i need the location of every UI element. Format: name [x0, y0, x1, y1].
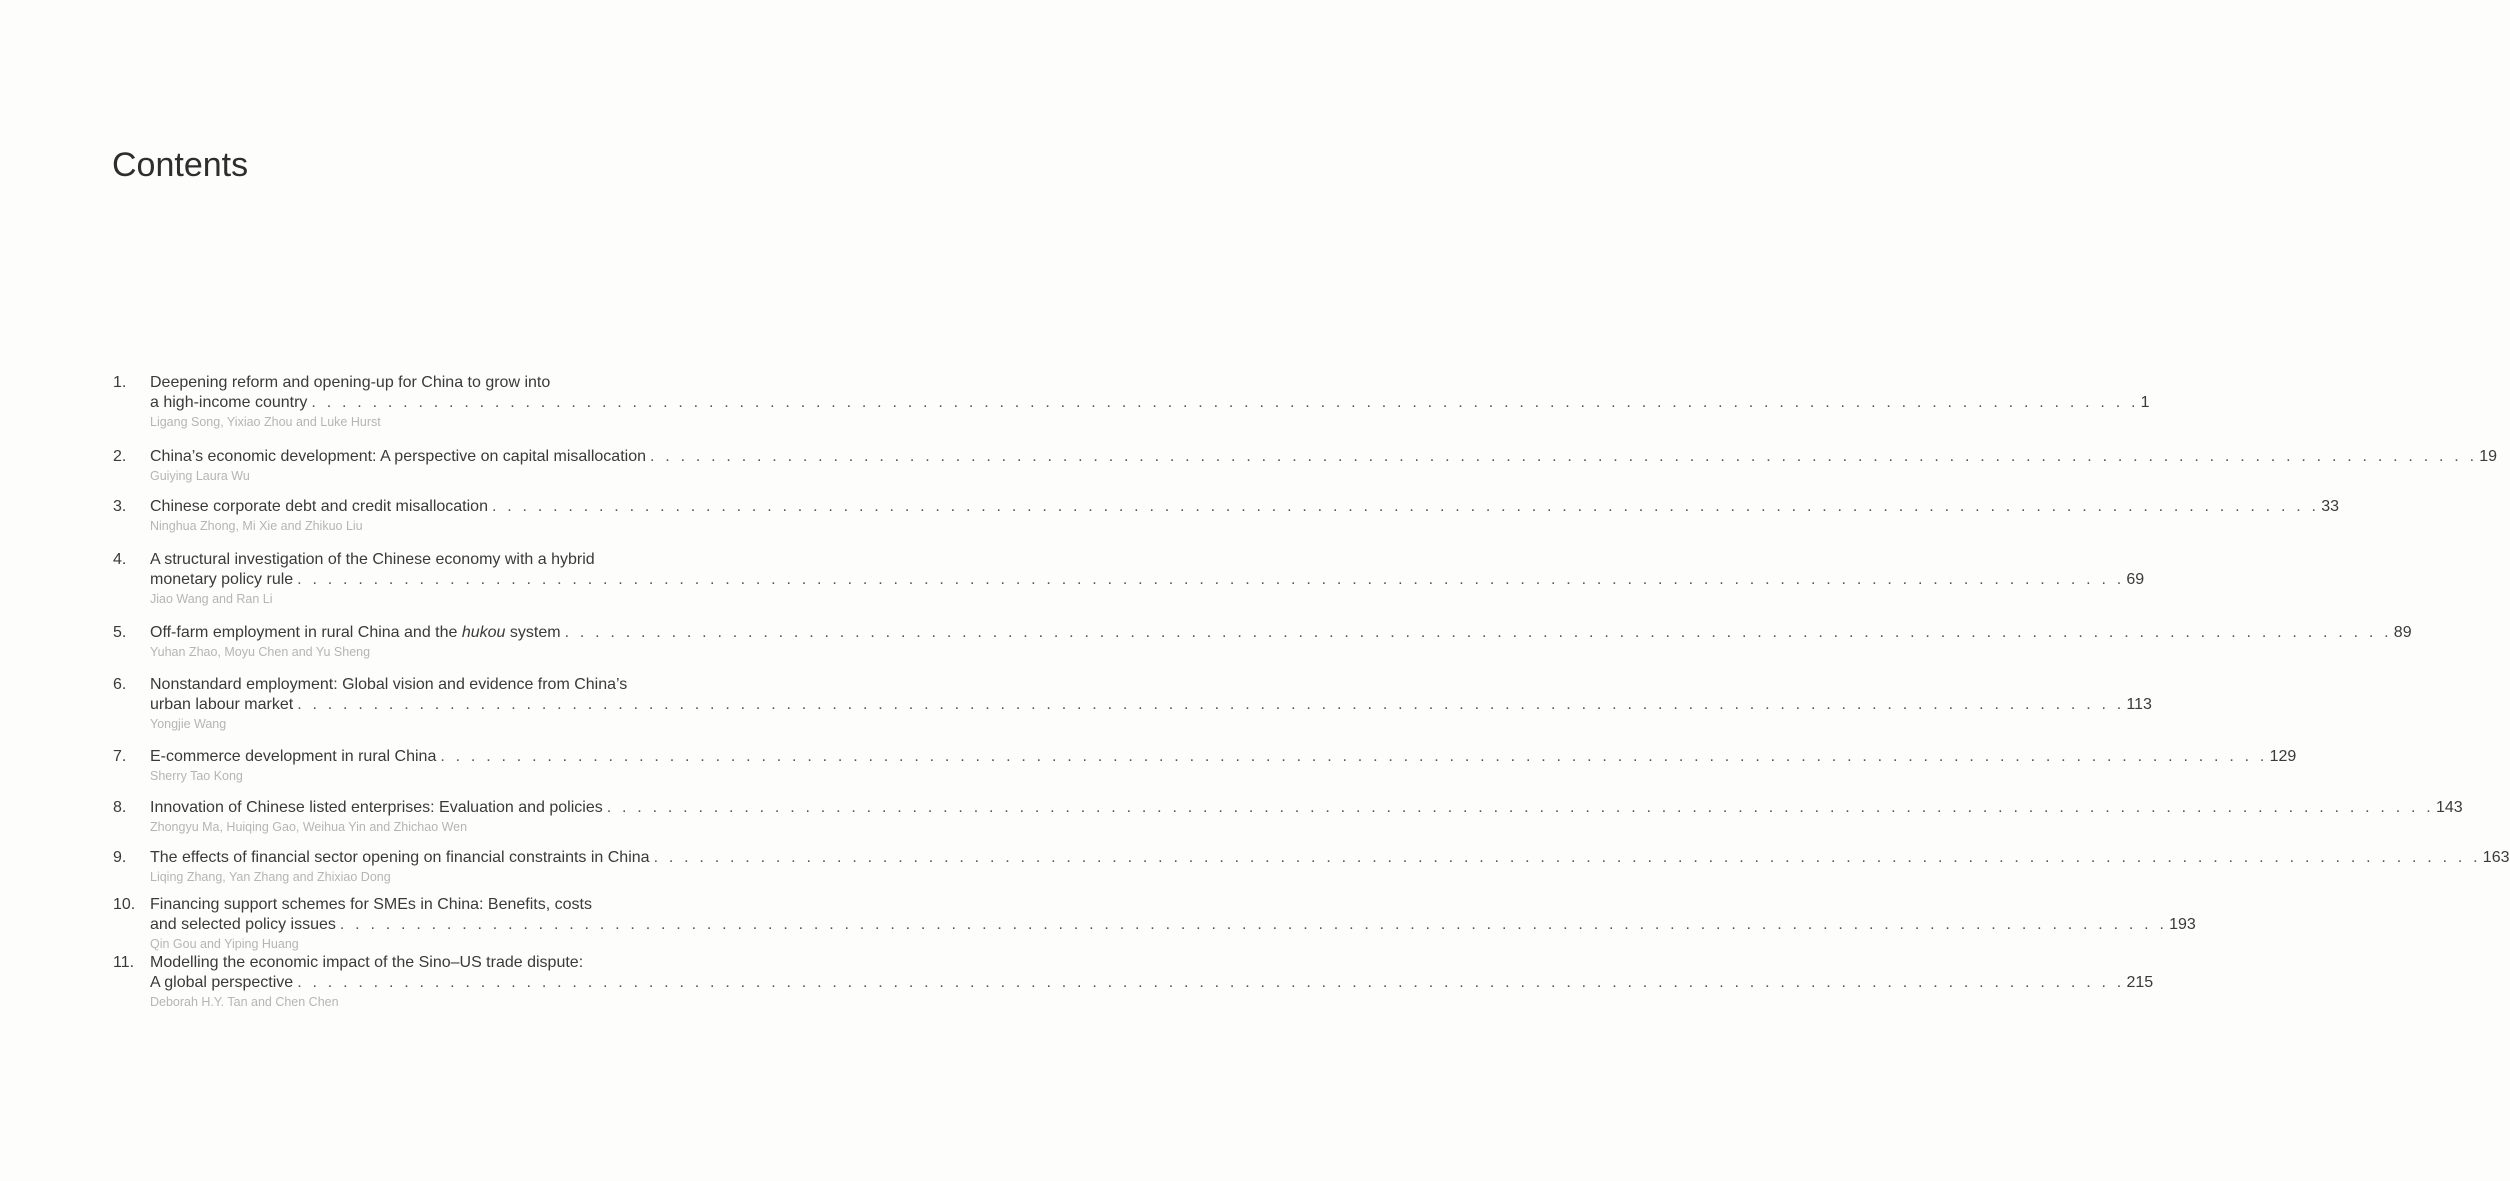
page-number: 143 — [2435, 799, 2463, 816]
dot-leader: . . . . . . . . . . . . . . . . . . . . . . . . . . . . . . . . . . . . . . . . . . . . . . . . . . . . . . . . . . . . . . . . . . . . . . . . . . . . . . . . . . . . . . . . . . . . . . . . . . . . . . . . . . . . . . . . . . . . . . . . — [649, 448, 2478, 465]
chapter-authors: Zhongyu Ma, Huiqing Gao, Weihua Yin and Zhichao Wen — [150, 820, 468, 834]
chapter-number: 8. — [113, 799, 127, 816]
dot-leader: . . . . . . . . . . . . . . . . . . . . . . . . . . . . . . . . . . . . . . . . . . . . . . . . . . . . . . . . . . . . . . . . . . . . . . . . . . . . . . . . . . . . . . . . . . . . . . . . . . . . . . . . . . . . . . . . . . . . . . . . — [606, 799, 2434, 816]
page-number: 129 — [2269, 748, 2297, 765]
page-number: 193 — [2169, 916, 2196, 933]
chapter-number: 10. — [113, 896, 136, 913]
chapter-title-line: Deepening reform and opening-up for China to grow into — [150, 374, 551, 391]
chapter-number: 11. — [113, 954, 135, 971]
page-number: 69 — [2126, 571, 2145, 588]
chapter-authors: Jiao Wang and Ran Li — [150, 592, 273, 606]
dot-leader: . . . . . . . . . . . . . . . . . . . . . . . . . . . . . . . . . . . . . . . . . . . . . . . . . . . . . . . . . . . . . . . . . . . . . . . . . . . . . . . . . . . . . . . . . . . . . . . . . . . . . . . . . . . . . . . . . . . . . . . . — [297, 571, 2125, 588]
toc-entry[interactable] — [113, 798, 2463, 835]
chapter-authors: Liqing Zhang, Yan Zhang and Zhixiao Dong — [150, 870, 391, 884]
chapter-authors: Yuhan Zhao, Moyu Chen and Yu Sheng — [150, 645, 371, 659]
dot-leader: . . . . . . . . . . . . . . . . . . . . . . . . . . . . . . . . . . . . . . . . . . . . . . . . . . . . . . . . . . . . . . . . . . . . . . . . . . . . . . . . . . . . . . . . . . . . . . . . . . . . . . . . . . . . . . . . . . . . . . . . — [653, 849, 2481, 866]
chapter-authors: Deborah H.Y. Tan and Chen Chen — [150, 995, 339, 1009]
page-number: 1 — [2140, 394, 2150, 411]
chapter-title-line: Financing support schemes for SMEs in China: Benefits, costs — [150, 896, 592, 913]
title-text-after: system — [505, 624, 561, 641]
chapter-number: 4. — [113, 551, 127, 568]
chapter-title-line: Modelling the economic impact of the Sino–US trade dispute: — [150, 954, 584, 971]
toc-entry[interactable] — [113, 373, 2150, 430]
dot-leader: . . . . . . . . . . . . . . . . . . . . . . . . . . . . . . . . . . . . . . . . . . . . . . . . . . . . . . . . . . . . . . . . . . . . . . . . . . . . . . . . . . . . . . . . . . . . . . . . . . . . . . . . . . . . . . . . . . . . . . . . — [311, 394, 2139, 411]
chapter-number: 7. — [113, 748, 127, 765]
title-text: A global perspective — [150, 974, 294, 991]
chapter-number: 1. — [113, 374, 127, 391]
chapter-number: 3. — [113, 498, 127, 515]
dot-leader: . . . . . . . . . . . . . . . . . . . . . . . . . . . . . . . . . . . . . . . . . . . . . . . . . . . . . . . . . . . . . . . . . . . . . . . . . . . . . . . . . . . . . . . . . . . . . . . . . . . . . . . . . . . . . . . . . . . . . . . . — [564, 624, 2392, 641]
title-text: E-commerce development in rural China — [150, 748, 437, 765]
dot-leader: . . . . . . . . . . . . . . . . . . . . . . . . . . . . . . . . . . . . . . . . . . . . . . . . . . . . . . . . . . . . . . . . . . . . . . . . . . . . . . . . . . . . . . . . . . . . . . . . . . . . . . . . . . . . . . . . . . . . . . . . — [297, 696, 2125, 713]
title-text: urban labour market — [150, 696, 294, 713]
dot-leader: . . . . . . . . . . . . . . . . . . . . . . . . . . . . . . . . . . . . . . . . . . . . . . . . . . . . . . . . . . . . . . . . . . . . . . . . . . . . . . . . . . . . . . . . . . . . . . . . . . . . . . . . . . . . . . . . . . . . . . . . — [440, 748, 2268, 765]
title-italic: hukou — [461, 624, 506, 641]
page-number: 163 — [2482, 849, 2510, 866]
toc-entry[interactable] — [113, 550, 2145, 607]
page-number: 215 — [2126, 974, 2154, 991]
chapter-authors: Guiying Laura Wu — [150, 469, 250, 483]
title-text: monetary policy rule — [150, 571, 294, 588]
chapter-number: 2. — [113, 448, 127, 465]
toc-entry[interactable] — [113, 497, 2339, 534]
dot-leader: . . . . . . . . . . . . . . . . . . . . . . . . . . . . . . . . . . . . . . . . . . . . . . . . . . . . . . . . . . . . . . . . . . . . . . . . . . . . . . . . . . . . . . . . . . . . . . . . . . . . . . . . . . . . . . . . . . . . . . . . — [339, 916, 2168, 933]
page-number: 89 — [2393, 624, 2412, 641]
chapter-authors: Yongjie Wang — [150, 717, 227, 731]
chapter-authors: Sherry Tao Kong — [150, 769, 243, 783]
chapter-number: 9. — [113, 849, 127, 866]
chapter-title — [150, 973, 293, 993]
chapter-title — [150, 497, 488, 517]
chapter-title-line: Nonstandard employment: Global vision and evidence from China’s — [150, 676, 628, 693]
chapter-title — [150, 695, 293, 715]
chapter-authors: Ninghua Zhong, Mi Xie and Zhikuo Liu — [150, 519, 363, 533]
title-text: Off-farm employment in rural China and the — [150, 624, 462, 641]
chapter-title — [150, 848, 650, 868]
title-text: a high-income country — [150, 394, 308, 411]
page-number: 19 — [2479, 448, 2498, 465]
title-text: The effects of financial sector opening on financial constraints in China — [150, 849, 650, 866]
title-text: China’s economic development: A perspective on capital misallocation — [150, 448, 646, 465]
dot-leader: . . . . . . . . . . . . . . . . . . . . . . . . . . . . . . . . . . . . . . . . . . . . . . . . . . . . . . . . . . . . . . . . . . . . . . . . . . . . . . . . . . . . . . . . . . . . . . . . . . . . . . . . . . . . . . . . . . . . . . . . — [297, 974, 2125, 991]
title-text: and selected policy issues — [150, 916, 336, 933]
toc-entry[interactable] — [113, 623, 2412, 660]
page-number: 113 — [2126, 696, 2152, 713]
chapter-number: 5. — [113, 624, 127, 641]
toc-entry[interactable] — [113, 848, 2510, 885]
chapter-title — [150, 447, 646, 467]
dot-leader: . . . . . . . . . . . . . . . . . . . . . . . . . . . . . . . . . . . . . . . . . . . . . . . . . . . . . . . . . . . . . . . . . . . . . . . . . . . . . . . . . . . . . . . . . . . . . . . . . . . . . . . . . . . . . . . . . . . . . . . . — [491, 498, 2320, 515]
toc-entry[interactable] — [113, 895, 2196, 952]
chapter-number: 6. — [113, 676, 127, 693]
chapter-title — [150, 393, 307, 413]
chapter-title — [150, 623, 561, 643]
toc-entry[interactable] — [113, 953, 2154, 1010]
chapter-title — [150, 747, 436, 767]
page-number: 33 — [2321, 498, 2339, 515]
title-text: Innovation of Chinese listed enterprises: Evaluation and policies — [150, 799, 603, 816]
chapter-title — [150, 798, 603, 818]
chapter-title-line: A structural investigation of the Chinese economy with a hybrid — [150, 551, 595, 568]
toc-entry[interactable] — [113, 675, 2152, 732]
title-text: Chinese corporate debt and credit misallocation — [150, 498, 488, 515]
chapter-authors: Qin Gou and Yiping Huang — [150, 937, 299, 951]
chapter-title — [150, 570, 293, 590]
toc-entry[interactable] — [113, 447, 2498, 484]
toc-entry[interactable] — [113, 747, 2297, 784]
page-title: Contents — [112, 146, 249, 184]
chapter-title — [150, 915, 336, 935]
chapter-authors: Ligang Song, Yixiao Zhou and Luke Hurst — [150, 415, 381, 429]
